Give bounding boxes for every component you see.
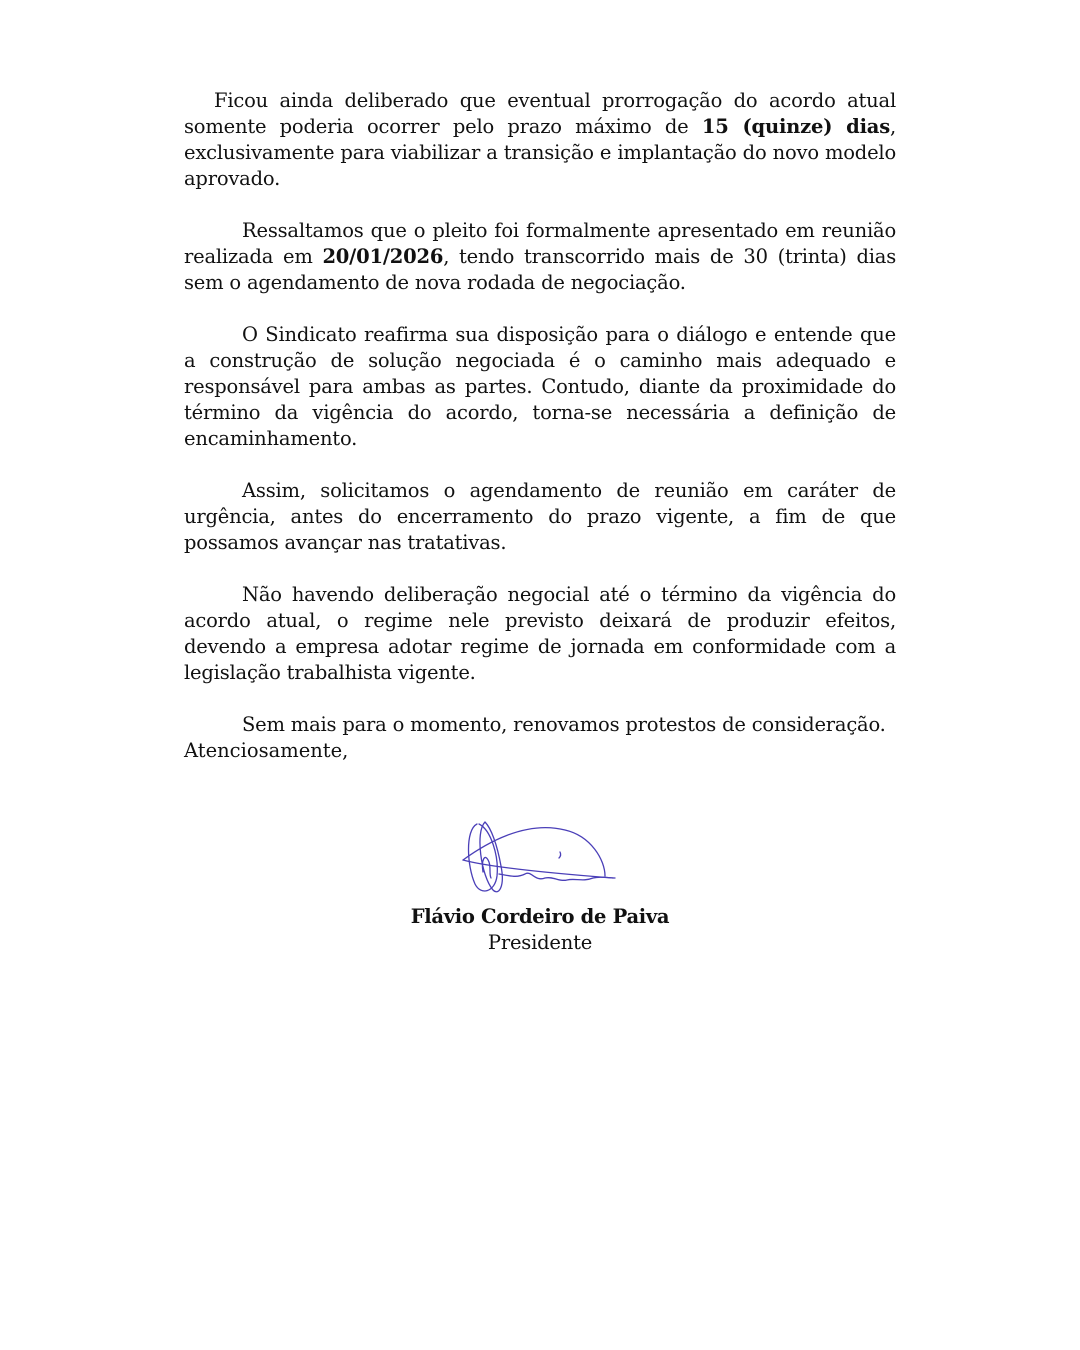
- paragraph-consequence: Não havendo deliberação negocial até o término da vigência do acordo atual, o regime nele previsto deixará de produzir efeitos, devendo a empresa adotar regime de jornada em conformidade com a legislação trabalhista vigente.: [184, 583, 896, 684]
- signer-role: Presidente: [487, 931, 593, 954]
- paragraph-dialogue: O Sindicato reafirma sua disposição para o diálogo e entende que a construção de solução negociada é o caminho mais adequado e responsável para ambas as partes. Contudo, diante da proximidade do término da vigência do acordo, torna-se necessária a definição de encaminhamento.: [184, 323, 896, 450]
- paragraph-extension-deadline: [184, 88, 896, 192]
- paragraph-closing: Sem mais para o momento, renovamos protestos de consideração.: [242, 713, 886, 736]
- paragraph-text: , tendo transcorrido mais de 30 (trinta) dias sem o agendamento de nova rodada de negociação.: [184, 245, 896, 294]
- signature-stroke: [463, 828, 605, 876]
- bold-deadline: 15 (quinze) dias: [701, 115, 891, 138]
- valediction: Atenciosamente,: [184, 739, 349, 762]
- letter-page: [184, 88, 897, 954]
- paragraph-text: Ressaltamos que o pleito foi formalmente apresentado em reunião realizada em: [184, 219, 896, 268]
- handwritten-signature: [455, 816, 625, 900]
- signature-stroke: [559, 852, 561, 858]
- signature-stroke: [480, 822, 502, 892]
- signer-name: Flávio Cordeiro de Paiva: [410, 905, 670, 928]
- paragraph-meeting-date: [184, 218, 896, 296]
- signature-block: [184, 816, 896, 956]
- signature-stroke: [499, 873, 615, 880]
- bold-date: 20/01/2026: [322, 245, 444, 268]
- signature-stroke: [482, 857, 491, 878]
- paragraph-urgent-request: Assim, solicitamos o agendamento de reunião em caráter de urgência, antes do encerramento do prazo vigente, a fim de que possamos avançar nas tratativas.: [184, 479, 896, 554]
- paragraph-text: , exclusivamente para viabilizar a transição e implantação do novo modelo aprovado.: [184, 115, 897, 190]
- paragraph-text: Ficou ainda deliberado que eventual prorrogação do acordo atual somente poderia ocorrer pelo prazo máximo de: [184, 89, 896, 138]
